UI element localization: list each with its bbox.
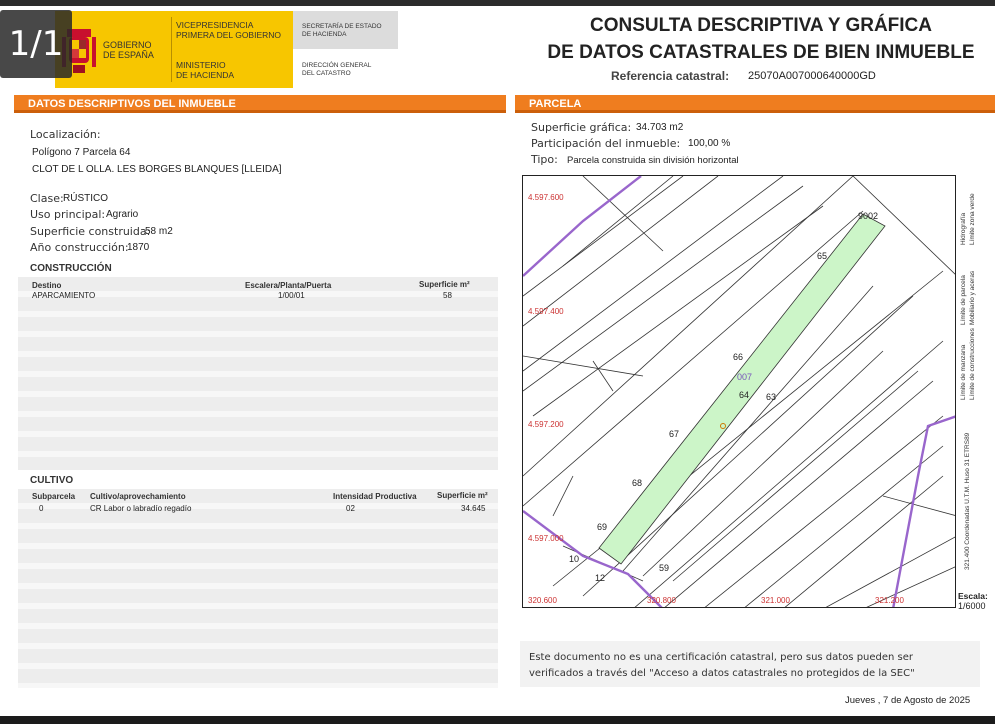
verification-note: Este documento no es una certificación catastral, pero sus datos pueden ser verificados a través del "Acceso a datos catastrales no protegidos de la SEC" bbox=[529, 652, 915, 679]
ref-label: Referencia catastral: bbox=[611, 69, 730, 83]
superficie-value: 58 m2 bbox=[145, 226, 173, 237]
tipo-label: Tipo: bbox=[531, 153, 558, 166]
escala-value: 1/6000 bbox=[958, 601, 986, 611]
parcel-number: 59 bbox=[659, 563, 670, 573]
y-label-400: 4.597.400 bbox=[528, 307, 564, 316]
uso-label: Uso principal: bbox=[30, 208, 106, 221]
map-drawing bbox=[523, 176, 956, 608]
ministerio-text: MINISTERIO DE HACIENDA bbox=[176, 60, 235, 80]
uso-value: Agrario bbox=[106, 209, 139, 220]
gobierno-text: GOBIERNO DE ESPAÑA bbox=[103, 40, 154, 60]
localizacion-line2: CLOT DE L OLLA. LES BORGES BLANQUES [LLEIDA] bbox=[32, 164, 282, 175]
title-line-2: DE DATOS CATASTRALES DE BIEN INMUEBLE bbox=[547, 42, 975, 63]
parcel-number: 12 bbox=[595, 573, 606, 583]
y-label-200: 4.597.200 bbox=[528, 420, 564, 429]
sup-grafica-label: Superficie gráfica: bbox=[531, 121, 632, 134]
x-label-600: 320.600 bbox=[528, 596, 557, 605]
row-cultivo: CR Labor o labradío regadío bbox=[90, 504, 192, 513]
parcel-number: 63 bbox=[766, 392, 777, 402]
logo-divider bbox=[171, 17, 172, 82]
col-intensidad: Intensidad Productiva bbox=[333, 492, 417, 501]
legend-2: Límite de parcela bbox=[960, 275, 967, 325]
construccion-title: CONSTRUCCIÓN bbox=[30, 263, 112, 274]
viewer-top-bar bbox=[0, 0, 995, 6]
parcel-number: 10 bbox=[569, 554, 580, 564]
parcel-number: 69 bbox=[597, 522, 608, 532]
datos-header: DATOS DESCRIPTIVOS DEL INMUEBLE bbox=[14, 95, 506, 113]
legend-3: Límite de construcciones bbox=[969, 328, 976, 400]
parcel-number: 66 bbox=[733, 352, 744, 362]
document-date: Jueves , 7 de Agosto de 2025 bbox=[845, 695, 971, 706]
page-title bbox=[545, 12, 977, 66]
sup-grafica-value: 34.703 m2 bbox=[636, 122, 684, 133]
parcela-header: PARCELA bbox=[515, 95, 995, 113]
col-escalera: Escalera/Planta/Puerta bbox=[245, 281, 332, 290]
row-destino: APARCAMIENTO bbox=[32, 291, 96, 300]
parcel-number: 9002 bbox=[858, 211, 879, 221]
title-line-1: CONSULTA DESCRIPTIVA Y GRÁFICA bbox=[589, 15, 933, 36]
tipo-value: Parcela construida sin división horizontal bbox=[567, 155, 739, 166]
secretaria-text: SECRETARÍA DE ESTADO DE HACIENDA bbox=[302, 23, 382, 38]
col-subparcela: Subparcela bbox=[32, 492, 76, 501]
cultivo-title: CULTIVO bbox=[30, 475, 74, 486]
y-label-600: 4.597.600 bbox=[528, 193, 564, 202]
legend-drawing bbox=[956, 175, 982, 595]
x-label-000: 321.000 bbox=[761, 596, 790, 605]
row-sup-cultivo: 34.645 bbox=[461, 504, 486, 513]
x-label-200: 321.200 bbox=[875, 596, 904, 605]
row-intensidad: 02 bbox=[346, 504, 355, 513]
row-superficie: 58 bbox=[443, 291, 452, 300]
map-legend bbox=[956, 175, 982, 595]
superficie-label: Superficie construida: bbox=[30, 225, 151, 238]
gobierno-logo bbox=[55, 11, 293, 88]
clase-label: Clase: bbox=[30, 192, 64, 205]
legend-4: Mobiliario y aceras bbox=[969, 270, 976, 325]
legend-5: Límite zona verde bbox=[969, 193, 976, 245]
participacion-value: 100,00 % bbox=[688, 138, 731, 149]
parcel-number: 64 bbox=[739, 390, 750, 400]
escala-label: Escala: bbox=[958, 591, 988, 601]
parcel-number: 68 bbox=[632, 478, 643, 488]
legend-coords: 321.400 Coordenadas U.T.M. Huso 31 ETRS89 bbox=[964, 432, 971, 570]
col-destino: Destino bbox=[32, 281, 62, 290]
parcel-number: 67 bbox=[669, 429, 680, 439]
x-label-800: 320.800 bbox=[647, 596, 676, 605]
row-subparcela: 0 bbox=[39, 504, 44, 513]
parcel-number: 007 bbox=[737, 372, 753, 382]
anio-label: Año construcción: bbox=[30, 241, 129, 254]
parcel-number: 65 bbox=[817, 251, 828, 261]
col-sup-cultivo: Superficie m² bbox=[437, 491, 488, 500]
col-superficie: Superficie m² bbox=[419, 280, 470, 289]
cultivo-table-area bbox=[18, 489, 498, 688]
localizacion-label: Localización: bbox=[30, 128, 101, 141]
y-label-000: 4.597.000 bbox=[528, 534, 564, 543]
col-cultivo: Cultivo/aprovechamiento bbox=[90, 492, 186, 501]
ref-value: 25070A007000640000GD bbox=[748, 70, 876, 82]
cadastral-map[interactable] bbox=[522, 175, 956, 608]
clase-value: RÚSTICO bbox=[63, 193, 108, 204]
construccion-table-area bbox=[18, 277, 498, 470]
direccion-text: DIRECCIÓN GENERAL DEL CATASTRO bbox=[302, 62, 372, 77]
localizacion-line1: Polígono 7 Parcela 64 bbox=[32, 147, 131, 158]
secretaria-block bbox=[293, 11, 398, 49]
row-escalera: 1/00/01 bbox=[278, 291, 305, 300]
viewer-bottom-bar bbox=[0, 716, 995, 724]
participacion-label: Participación del inmueble: bbox=[531, 137, 681, 150]
anio-value: 1870 bbox=[127, 242, 150, 253]
legend-1: Límite de manzana bbox=[960, 344, 967, 400]
legend-6: Hidrografía bbox=[960, 212, 967, 245]
vicepresidencia-text: VICEPRESIDENCIA PRIMERA DEL GOBIERNO bbox=[176, 20, 282, 40]
page-counter: 1/1 bbox=[0, 10, 72, 78]
